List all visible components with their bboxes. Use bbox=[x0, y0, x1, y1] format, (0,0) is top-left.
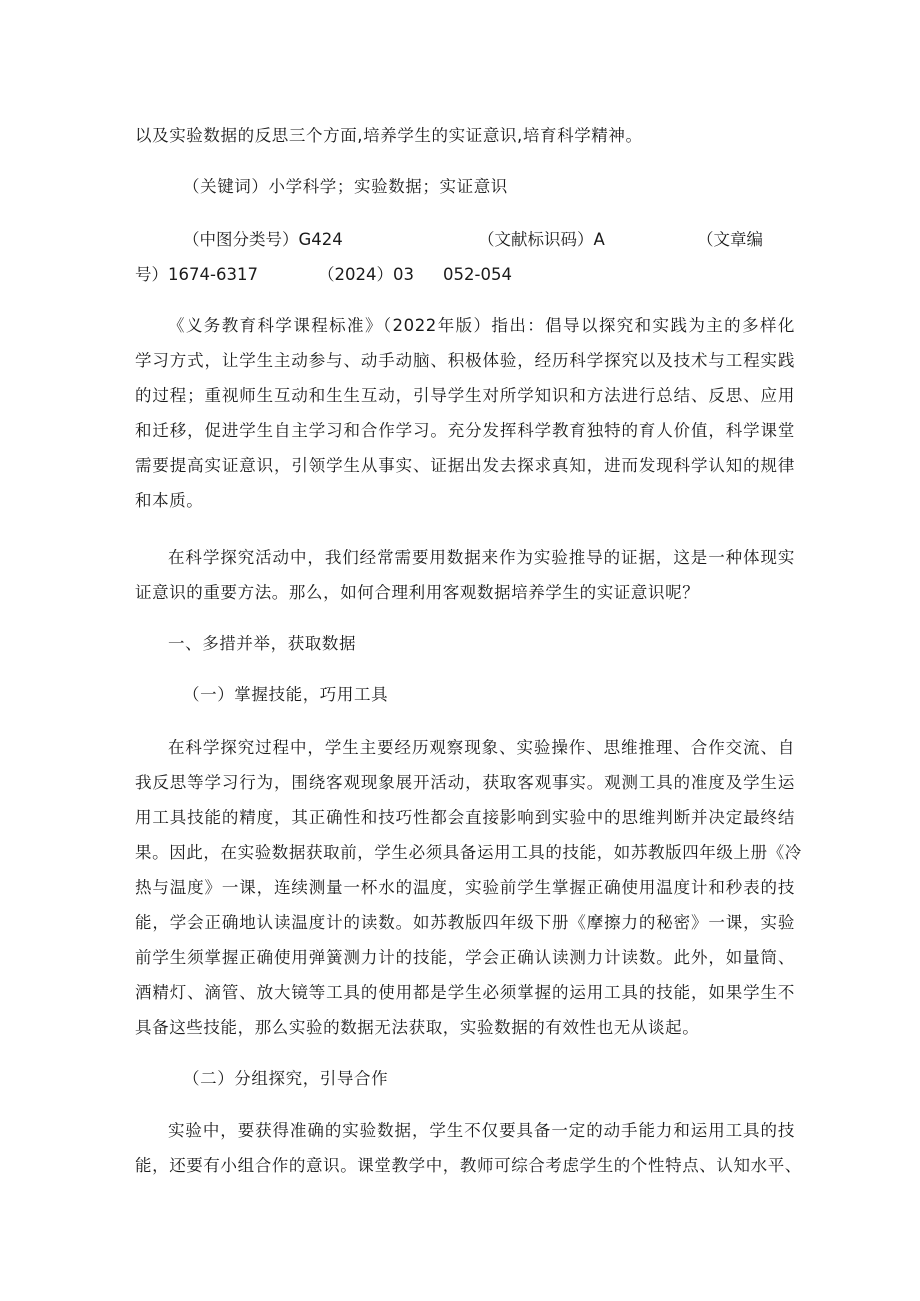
paragraph-line: 用工具技能的精度，其正确性和技巧性都会直接影响到实验中的思维判断并决定最终结 bbox=[135, 808, 795, 827]
abstract-tail: 以及实验数据的反思三个方面,培养学生的实证意识,培育科学精神。 bbox=[135, 126, 643, 145]
paragraph-line: 热与温度》一课，连续测量一杯水的温度，实验前学生掌握正确使用温度计和秒表的技 bbox=[135, 878, 795, 897]
subsection-heading: （一）掌握技能，巧用工具 bbox=[183, 685, 389, 704]
article-number: 号）1674-6317 bbox=[135, 265, 258, 284]
paragraph-line: 《义务教育科学课程标准》（2022年版）指出：倡导以探究和实践为主的多样化 bbox=[168, 316, 795, 335]
subsection-heading: （二）分组探究，引导合作 bbox=[183, 1069, 389, 1088]
paragraph-line: 和本质。 bbox=[135, 491, 204, 510]
paragraph-line: 和迁移，促进学生自主学习和合作学习。充分发挥科学教育独特的育人价值，科学课堂 bbox=[135, 421, 795, 440]
paragraph-line: 酒精灯、滴管、放大镜等工具的使用都是学生必须掌握的运用工具的技能，如果学生不 bbox=[135, 983, 795, 1002]
article-number-label: （文章编 bbox=[697, 230, 763, 249]
paragraph-line: 我反思等学习行为，围绕客观现象展开活动，获取客观事实。观测工具的准度及学生运 bbox=[135, 773, 795, 792]
paragraph-line: 在科学探究过程中，学生主要经历观察现象、实验操作、思维推理、合作交流、自 bbox=[168, 738, 795, 757]
paragraph-line: 能，学会正确地认读温度计的读数。如苏教版四年级下册《摩擦力的秘密》一课，实验 bbox=[135, 913, 795, 932]
paragraph-line: 需要提高实证意识，引领学生从事实、证据出发去探求真知，进而发现科学认知的规律 bbox=[135, 456, 795, 475]
keywords: （关键词）小学科学；实验数据；实证意识 bbox=[183, 177, 508, 196]
document-code: （文献标识码）A bbox=[478, 230, 605, 249]
paragraph-line: 学习方式，让学生主动参与、动手动脑、积极体验，经历科学探究以及技术与工程实践 bbox=[135, 351, 795, 370]
paragraph-line: 果。因此，在实验数据获取前，学生必须具备运用工具的技能，如苏教版四年级上册《冷 bbox=[135, 843, 802, 862]
section-heading: 一、多措并举，获取数据 bbox=[168, 634, 357, 653]
issue-year: （2024）03 bbox=[318, 265, 414, 284]
page-range: 052-054 bbox=[443, 265, 512, 284]
clc-number: （中图分类号）G424 bbox=[183, 230, 343, 249]
paragraph-line: 能，还要有小组合作的意识。课堂教学中，教师可综合考虑学生的个性特点、认知水平、 bbox=[135, 1156, 802, 1175]
paragraph-line: 证意识的重要方法。那么，如何合理利用客观数据培养学生的实证意识呢？ bbox=[135, 583, 700, 602]
paragraph-line: 实验中，要获得准确的实验数据，学生不仅要具备一定的动手能力和运用工具的技 bbox=[168, 1121, 795, 1140]
paragraph-line: 在科学探究活动中，我们经常需要用数据来作为实验推导的证据，这是一种体现实 bbox=[168, 548, 795, 567]
paragraph-line: 前学生须掌握正确使用弹簧测力计的技能，学会正确认读测力计读数。此外，如量筒、 bbox=[135, 948, 795, 967]
paragraph-line: 具备这些技能，那么实验的数据无法获取，实验数据的有效性也无从谈起。 bbox=[135, 1018, 700, 1037]
paragraph-line: 的过程；重视师生互动和生生互动，引导学生对所学知识和方法进行总结、反思、应用 bbox=[135, 386, 795, 405]
